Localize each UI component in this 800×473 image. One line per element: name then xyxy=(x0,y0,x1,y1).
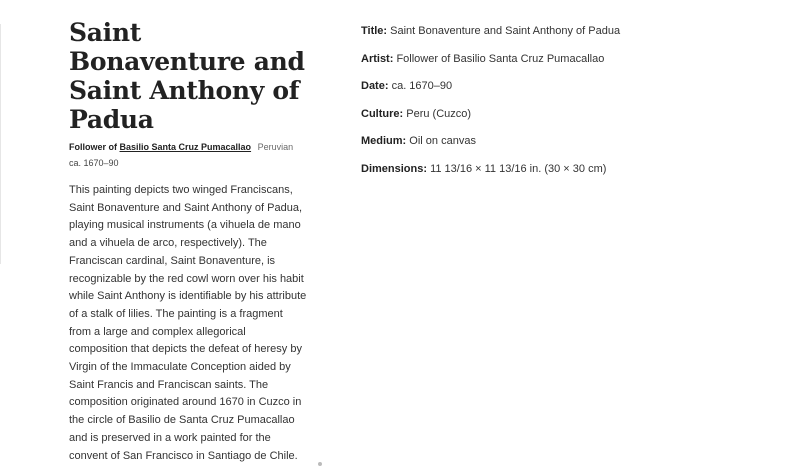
artwork-date: ca. 1670–90 xyxy=(69,158,119,168)
detail-artist xyxy=(361,52,781,67)
detail-value: Saint Bonaventure and Saint Anthony of Padua xyxy=(390,25,621,37)
detail-label: Culture: xyxy=(361,107,404,120)
detail-label: Artist: xyxy=(361,52,394,65)
detail-value: Peru (Cuzco) xyxy=(406,107,472,120)
artwork-header xyxy=(69,18,314,465)
detail-value: Follower of Basilio Santa Cruz Pumacallao xyxy=(396,52,605,65)
detail-value: Oil on canvas xyxy=(409,135,476,147)
detail-dimensions xyxy=(361,162,781,177)
attribution-line xyxy=(69,141,314,153)
detail-label: Title: xyxy=(361,25,388,37)
divider xyxy=(0,24,1,264)
detail-title xyxy=(361,24,781,39)
detail-culture xyxy=(361,107,781,122)
detail-label: Dimensions: xyxy=(361,162,428,175)
attribution-prefix: Follower of xyxy=(69,142,117,152)
detail-value: 11 13/16 × 11 13/16 in. (30 × 30 cm) xyxy=(430,162,607,175)
scroll-indicator xyxy=(318,462,322,466)
detail-medium xyxy=(361,134,781,149)
artwork-description: This painting depicts two winged Franciscans, Saint Bonaventure and Saint Anthony of Padua, playing musical instruments (a vihuela de mano and a vihuela de arco, respectively). The Franciscan cardinal, Saint Bonaventure, is recognizable by the red cowl worn over his habit while Saint Anthony is identifiable by his attribute of a stalk of lilies. The painting is a fragment from a large and complex allegorical composition that depicts the defeat of heresy by Virgin of the Immaculate Conception aided by Saint Francis and Franciscan saints. The composition originated around 1670 in Cuzco in the circle of Basilio de Santa Cruz Pumacallao and is preserved in a work painted for the convent of San Francisco in Santiago de Chile. xyxy=(69,184,307,462)
detail-value: ca. 1670–90 xyxy=(391,80,453,92)
detail-date xyxy=(361,79,781,94)
page-title: Saint Bonaventure and Saint Anthony of Padua xyxy=(69,18,305,134)
object-details xyxy=(361,24,781,189)
artist-nationality: Peruvian xyxy=(257,142,294,152)
detail-label: Medium: xyxy=(361,135,407,147)
artist-link[interactable]: Basilio Santa Cruz Pumacallao xyxy=(119,142,252,152)
detail-label: Date: xyxy=(361,80,389,92)
